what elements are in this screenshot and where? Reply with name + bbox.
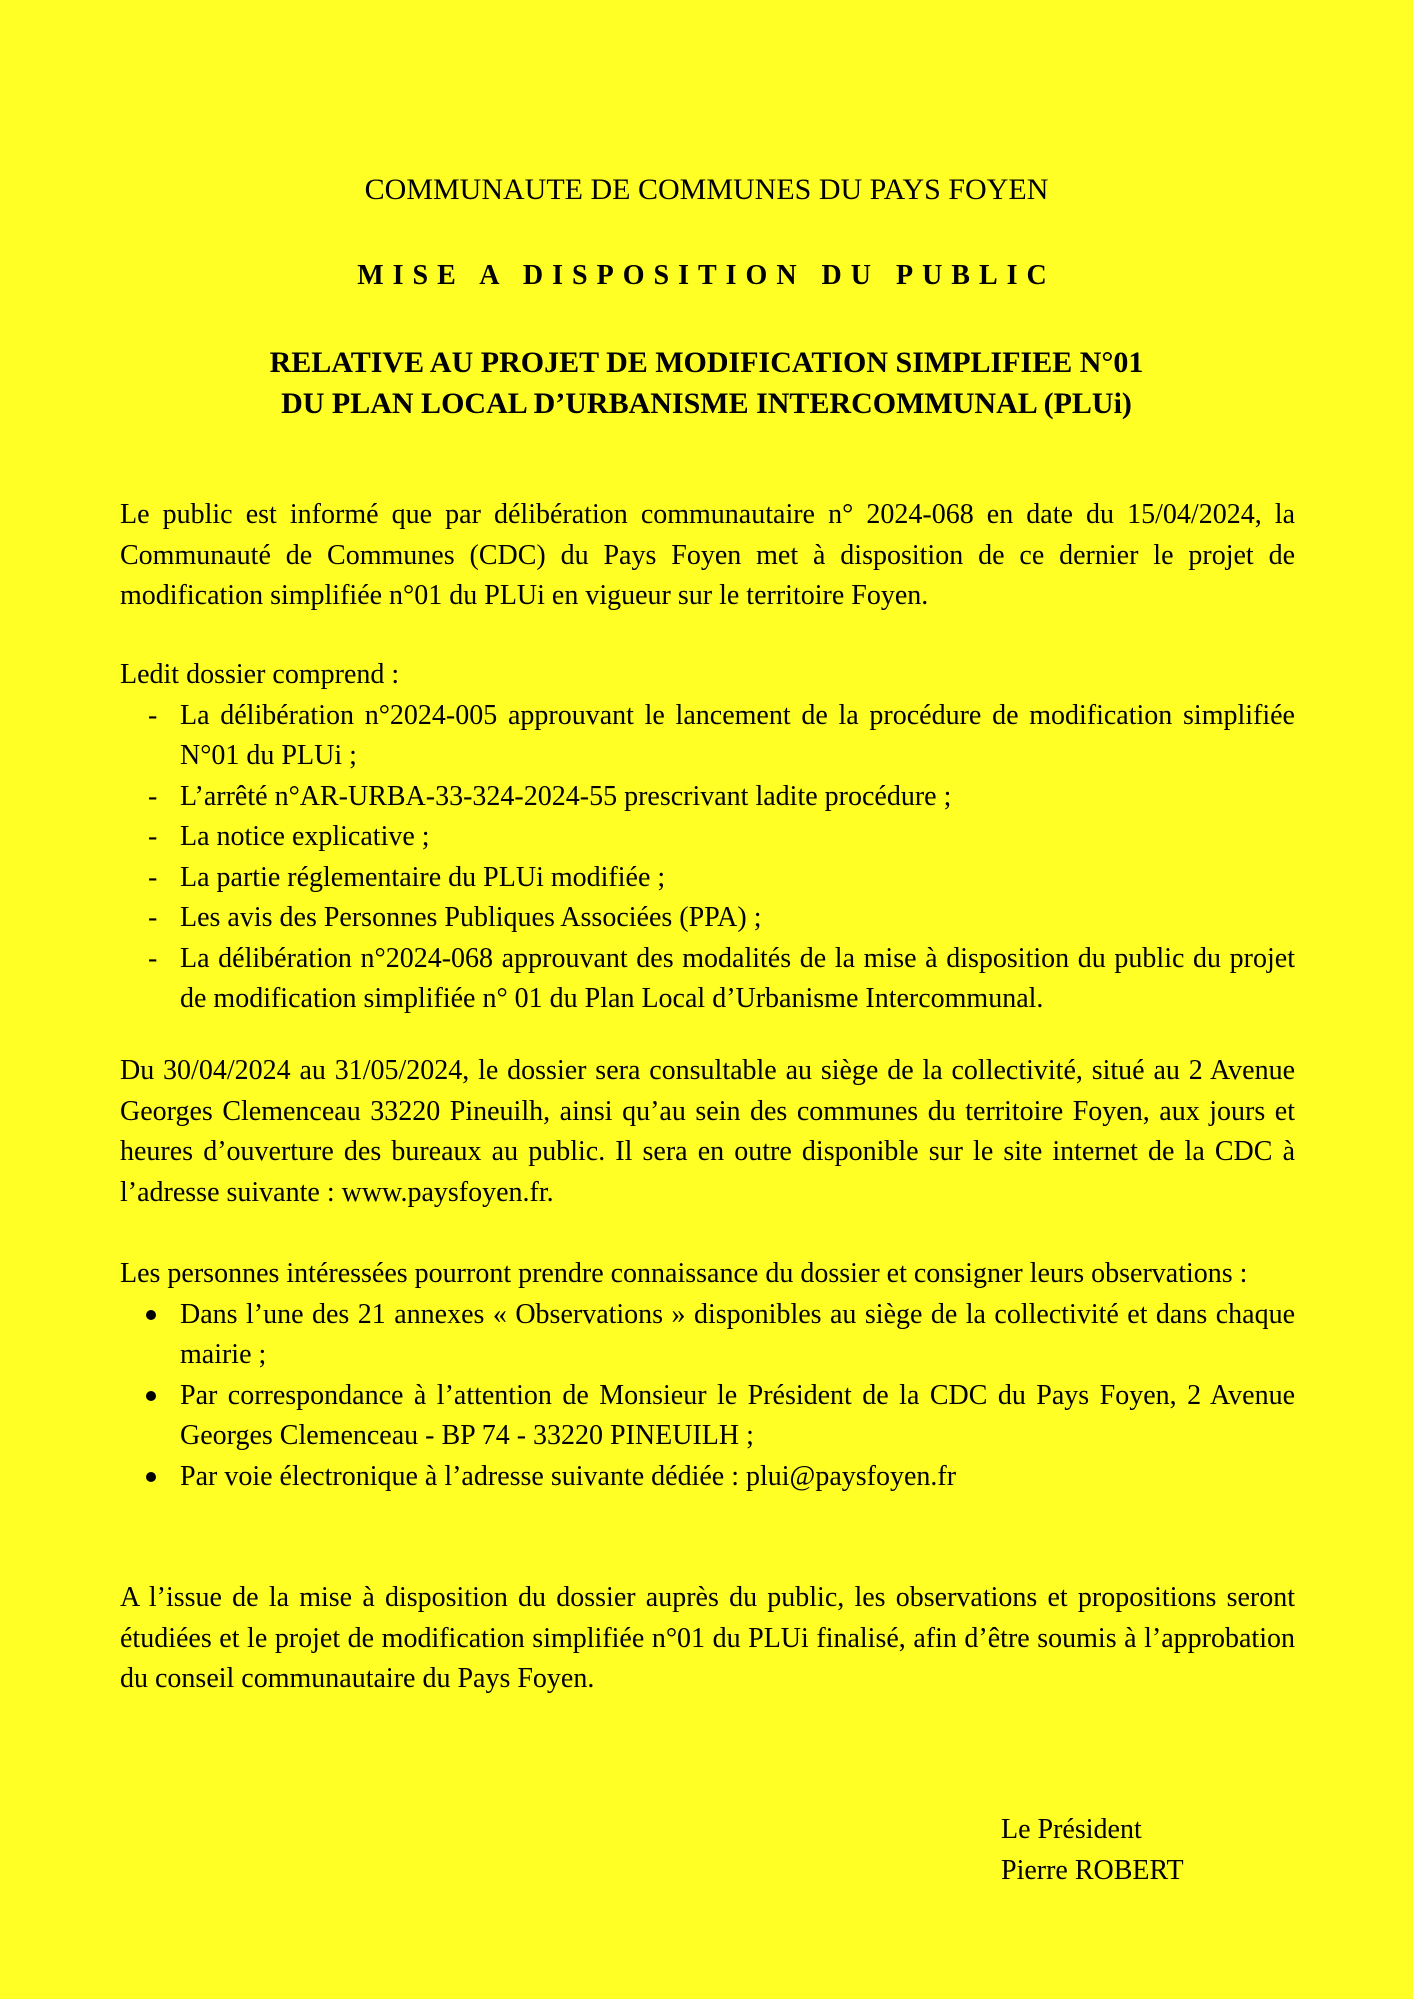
dossier-list xyxy=(120,696,1295,1020)
intro-paragraph xyxy=(120,495,1295,617)
dossier-list-item xyxy=(120,858,1295,899)
dossier-item-text: La délibération n°2024-068 approuvant des modalités de la mise à disposition du public du projet de modification simplifiée n° 01 du Plan Local d’Urbanisme Intercommunal. xyxy=(180,942,1295,1014)
dossier-list-item xyxy=(120,696,1295,777)
dash-marker: - xyxy=(148,942,158,974)
observations-list-item xyxy=(120,1457,1295,1498)
signature-role: Le Président xyxy=(1001,1814,1142,1845)
dossier-item-text: Les avis des Personnes Publiques Associées (PPA) ; xyxy=(180,902,762,933)
observation-item-text: Par voie électronique à l’adresse suivante dédiée : plui@paysfoyen.fr xyxy=(180,1460,957,1492)
observation-item-text: Par correspondance à l’attention de Monsieur le Président de la CDC du Pays Foyen, 2 Avenue Georges Clemenceau - BP 74 - 33220 PINEUILH ; xyxy=(180,1379,1295,1451)
dossier-list-item xyxy=(120,898,1295,939)
consultation-paragraph xyxy=(120,1051,1295,1213)
notice-subtitle-line-2: DU PLAN LOCAL D’URBANISME INTERCOMMUNAL (PLUi) xyxy=(281,387,1132,420)
dash-marker: - xyxy=(148,902,158,933)
observations-heading: Les personnes intéressées pourront prendre connaissance du dossier et consigner leurs observations : xyxy=(120,1258,1248,1289)
organization-name: COMMUNAUTE DE COMMUNES DU PAYS FOYEN xyxy=(364,173,1049,206)
dash-marker: - xyxy=(148,699,158,731)
dossier-item-text: La délibération n°2024-005 approuvant le lancement de la procédure de modification simplifiée N°01 du PLUi ; xyxy=(180,699,1295,771)
signature-block xyxy=(1001,1810,1184,1891)
observations-list-item xyxy=(120,1295,1295,1376)
dossier-section xyxy=(120,655,1295,1020)
observations-list xyxy=(120,1295,1295,1498)
notice-title: MISE A DISPOSITION DU PUBLIC xyxy=(357,260,1056,291)
conclusion-text: A l’issue de la mise à disposition du dossier auprès du public, les observations et propositions seront étudiées et le projet de modification simplifiée n°01 du PLUi finalisé, afin d’être soumis à l’approbation du conseil communautaire du Pays Foyen. xyxy=(120,1582,1295,1694)
dossier-list-item xyxy=(120,817,1295,858)
dash-marker: - xyxy=(148,780,158,812)
observation-item-text: Dans l’une des 21 annexes « Observations » disponibles au siège de la collectivité et dans chaque mairie ; xyxy=(180,1298,1295,1370)
dash-marker: - xyxy=(148,861,158,893)
observations-list-item xyxy=(120,1376,1295,1457)
conclusion-paragraph xyxy=(120,1578,1295,1700)
dossier-list-item xyxy=(120,939,1295,1020)
bullet-icon xyxy=(146,1310,156,1320)
consultation-text: Du 30/04/2024 au 31/05/2024, le dossier sera consultable au siège de la collectivité, situé au 2 Avenue Georges Clemenceau 33220 Pineuilh, ainsi qu’au sein des communes du territoire Foyen, aux jours et heures d’ouverture des bureaux au public. Il sera en outre disponible sur le site internet de la CDC à l’adresse suivante : www.paysfoyen.fr. xyxy=(120,1055,1295,1208)
observations-section xyxy=(120,1254,1295,1497)
notice-subtitle-line-1: RELATIVE AU PROJET DE MODIFICATION SIMPLIFIEE N°01 xyxy=(269,346,1144,379)
signature-name: Pierre ROBERT xyxy=(1001,1854,1184,1886)
notice-subtitle xyxy=(0,342,1413,424)
dossier-list-item xyxy=(120,777,1295,818)
dash-marker: - xyxy=(148,821,158,852)
dossier-item-text: L’arrêté n°AR-URBA-33-324-2024-55 prescrivant ladite procédure ; xyxy=(180,780,952,812)
dossier-item-text: La notice explicative ; xyxy=(180,821,430,852)
intro-text: Le public est informé que par délibération communautaire n° 2024-068 en date du 15/04/2024, la Communauté de Communes (CDC) du Pays Foyen met à disposition de ce dernier le projet de modification simplifiée n°01 du PLUi en vigueur sur le territoire Foyen. xyxy=(120,499,1295,611)
bullet-icon xyxy=(146,1472,156,1482)
bullet-icon xyxy=(146,1391,156,1401)
dossier-item-text: La partie réglementaire du PLUi modifiée ; xyxy=(180,861,666,893)
dossier-heading: Ledit dossier comprend : xyxy=(120,659,400,690)
